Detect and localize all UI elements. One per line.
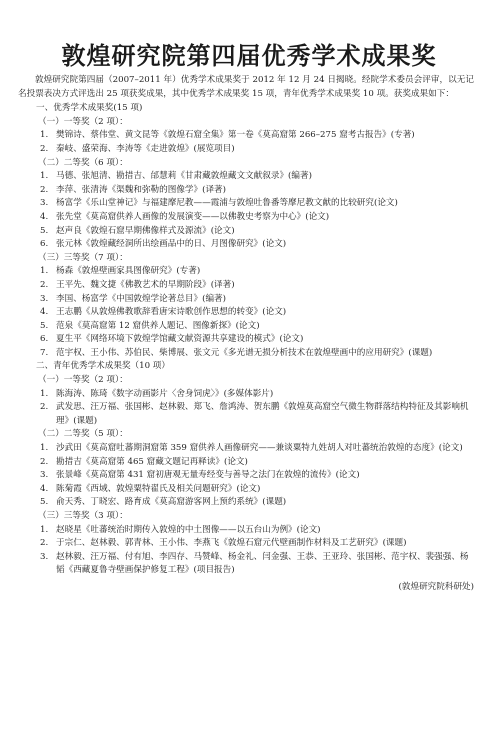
item-text: 李萍、张清涛《渠魏和弥勒的图像学》(译著) bbox=[56, 184, 226, 195]
item-text: 王志鹏《从敦煌佛教歌辞看唐宋诗歌创作思想的转变》(论文) bbox=[56, 307, 287, 318]
award-item bbox=[18, 265, 474, 279]
item-number: 1. bbox=[40, 524, 49, 535]
document-body bbox=[18, 74, 474, 595]
item-number: 2. bbox=[40, 143, 49, 154]
award-item bbox=[18, 442, 474, 456]
award-level-heading: （二）二等奖（6 项）： bbox=[38, 157, 128, 168]
award-item bbox=[18, 401, 474, 428]
award-item bbox=[18, 456, 474, 470]
item-text: 杨森《敦煌壁画家具图像研究》(专著) bbox=[56, 266, 201, 277]
award-item bbox=[18, 347, 474, 361]
item-text: 陈海涛、陈琦《数字动画影片〈舍身饲虎〉》(多媒体影片) bbox=[56, 388, 274, 399]
item-text: 张先堂《莫高窟供养人画像的发展演变——以佛教史考察为中心》(论文) bbox=[56, 211, 330, 222]
award-level-heading: （三）三等奖（7 项）： bbox=[38, 252, 128, 263]
award-level-heading: （一）一等奖（2 项）： bbox=[38, 116, 128, 127]
item-number: 1. bbox=[40, 130, 49, 141]
award-item bbox=[18, 496, 474, 510]
award-item bbox=[18, 537, 474, 551]
item-number: 5. bbox=[40, 497, 49, 508]
item-text: 勘措吉《莫高窟第 465 窟藏文题记再释读》(论文) bbox=[56, 456, 248, 467]
award-sections bbox=[18, 102, 474, 578]
section-heading: 一、优秀学术成果奖(15 项) bbox=[36, 103, 143, 114]
award-item bbox=[18, 333, 474, 347]
item-text: 王平先、魏文捷《佛教艺术的早期阶段》(译著) bbox=[56, 279, 235, 290]
item-text: 樊锦诗、蔡伟堂、黄文昆等《敦煌石窟全集》第一卷《莫高窟第 266–275 窟考古报告》(专著) bbox=[56, 130, 415, 141]
item-number: 3. bbox=[40, 293, 49, 304]
item-number: 1. bbox=[40, 266, 49, 277]
award-level-heading: （二）二等奖（5 项）： bbox=[38, 429, 128, 440]
item-number: 3. bbox=[40, 551, 49, 562]
award-item bbox=[18, 238, 474, 252]
item-number: 3. bbox=[40, 470, 49, 481]
item-number: 2. bbox=[40, 456, 49, 467]
item-number: 1. bbox=[40, 443, 49, 454]
item-number: 7. bbox=[40, 347, 49, 358]
item-text: 于宗仁、赵林毅、郭青林、王小伟、李燕飞《敦煌石窟元代壁画制作材料及工艺研究》(课题) bbox=[56, 538, 407, 549]
award-item bbox=[18, 388, 474, 402]
award-item bbox=[18, 320, 474, 334]
item-text: 马德、张旭清、勘措吉、邰慧莉《甘肃藏敦煌藏文文献叙录》(编著) bbox=[56, 171, 312, 182]
item-text: 陈菊霞《西域、敦煌粟特翟氏及相关问题研究》(论文) bbox=[56, 483, 261, 494]
item-number: 2. bbox=[40, 279, 49, 290]
item-text: 沙武田《莫高窟吐蕃期洞窟第 359 窟供养人画像研究——兼谈粟特九姓胡人对吐蕃统治敦煌的态度》(论文) bbox=[56, 443, 463, 454]
intro-paragraph: 敦煌研究院第四届（2007–2011 年）优秀学术成果奖于 2012 年 12 月 24 日揭晓。经院学术委员会评审，以无记名投票表决方式评选出 25 项获奖成果，其中优秀学术成果奖 15 项，青年优秀学术成果奖 10 项。获奖成果如下： bbox=[18, 75, 474, 99]
award-item bbox=[18, 143, 474, 157]
award-item bbox=[18, 293, 474, 307]
award-item bbox=[18, 483, 474, 497]
item-text: 赵林毅、汪万福、付有旭、李四存、马赞峰、杨金礼、闫金强、王恭、王亚玲、张国彬、范宇权、裴强强、杨韬《西藏夏鲁寺壁画保护修复工程》(项目报告) bbox=[56, 551, 469, 576]
award-item bbox=[18, 170, 474, 184]
award-item bbox=[18, 184, 474, 198]
award-item bbox=[18, 469, 474, 483]
award-item bbox=[18, 225, 474, 239]
item-text: 夏生平《网络环境下敦煌学馆藏文献资源共享建设的模式》(论文) bbox=[56, 334, 304, 345]
item-text: 张元林《敦煌藏经洞所出绘画品中的日、月图像研究》(论文) bbox=[56, 239, 287, 250]
item-number: 4. bbox=[40, 211, 49, 222]
item-text: 范泉《莫高窟第 12 窟供养人题记、图像新探》(论文) bbox=[56, 320, 260, 331]
item-text: 秦岐、盛荣海、李涛等《走进敦煌》(展览项目) bbox=[56, 143, 235, 154]
award-item bbox=[18, 129, 474, 143]
item-number: 2. bbox=[40, 184, 49, 195]
item-number: 4. bbox=[40, 483, 49, 494]
award-level-heading: （一）一等奖（2 项）： bbox=[38, 375, 128, 386]
item-text: 武发思、汪万福、张国彬、赵林毅、郑飞、詹鸿涛、贺东鹏《敦煌莫高窟空气微生物群落结构特征及其影响机理》(课题) bbox=[56, 402, 469, 426]
footer-source: (敦煌研究院科研处) bbox=[398, 581, 474, 592]
item-text: 范宇权、王小伟、苏伯民、柴博展、张文元《多光谱无损分析技术在敦煌壁画中的应用研究》(课题) bbox=[56, 347, 433, 358]
item-text: 赵声良《敦煌石窟早期佛像样式及源流》(论文) bbox=[56, 225, 235, 236]
item-number: 2. bbox=[40, 402, 49, 413]
page-title: 敦煌研究院第四届优秀学术成果奖 bbox=[61, 42, 437, 70]
item-number: 6. bbox=[40, 334, 49, 345]
award-item bbox=[18, 524, 474, 538]
item-number: 5. bbox=[40, 320, 49, 331]
item-text: 李国、杨富学《中国敦煌学论著总目》(编著) bbox=[56, 293, 226, 304]
award-item bbox=[18, 211, 474, 225]
item-number: 3. bbox=[40, 198, 49, 209]
award-item bbox=[18, 197, 474, 211]
award-item bbox=[18, 551, 474, 578]
item-text: 杨富学《乐山堂神记》与福建摩尼教——霞浦与敦煌吐鲁番等摩尼教文献的比较研究(论文) bbox=[56, 198, 398, 209]
award-level-heading: （三）三等奖（3 项）： bbox=[38, 511, 128, 521]
item-text: 赵晓星《吐蕃统治时期传入敦煌的中土图像——以五台山为例》(论文) bbox=[56, 524, 321, 535]
item-text: 张景峰《莫高窟第 431 窟初唐观无量寿经变与善导之法门在敦煌的流传》(论文) bbox=[56, 470, 360, 481]
section-heading: 二、青年优秀学术成果奖（10 项） bbox=[36, 361, 170, 372]
item-number: 2. bbox=[40, 538, 49, 549]
item-number: 4. bbox=[40, 307, 49, 318]
award-item bbox=[18, 279, 474, 293]
item-text: 俞天秀、丁晓宏、路育成《莫高窟游客网上预约系统》(课题) bbox=[56, 497, 287, 508]
item-number: 5. bbox=[40, 225, 49, 236]
item-number: 1. bbox=[40, 388, 49, 399]
award-item bbox=[18, 306, 474, 320]
item-number: 1. bbox=[40, 171, 49, 182]
item-number: 6. bbox=[40, 239, 49, 250]
